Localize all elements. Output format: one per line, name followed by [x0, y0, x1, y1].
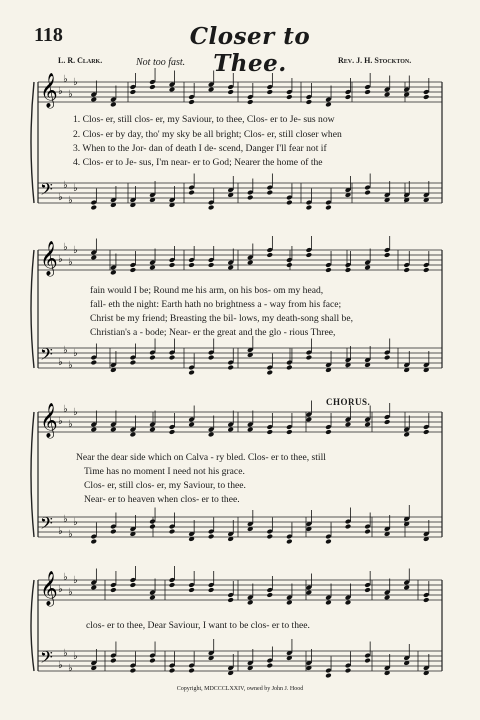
brace	[31, 412, 34, 537]
note-head	[90, 205, 97, 211]
note-head	[188, 99, 195, 105]
flat-sign: ♭	[68, 587, 73, 598]
note-head	[345, 524, 352, 530]
note-head	[227, 265, 234, 271]
lyric-line: Near- er to heaven when clos- er to thee.	[84, 494, 240, 505]
note-head	[266, 370, 273, 376]
note-head	[90, 427, 97, 433]
note-head	[188, 190, 195, 196]
flat-sign: ♭	[68, 195, 73, 206]
note-head	[188, 370, 195, 376]
note-head	[266, 534, 273, 540]
note-head	[149, 658, 156, 664]
bass-clef: 𝄢	[40, 179, 53, 203]
flat-sign: ♭	[73, 183, 78, 194]
note-head	[345, 600, 352, 606]
note-head	[110, 587, 117, 593]
flat-sign: ♭	[63, 648, 68, 659]
note-head	[130, 582, 137, 588]
note-head	[188, 668, 195, 674]
note-head	[149, 355, 156, 361]
lyric-line: 4. Clos- er to Je- sus, I'm near- er to God; Nearer the home of the	[73, 157, 323, 168]
page-number: 118	[34, 24, 63, 46]
note-head	[306, 417, 313, 423]
author-credit: Rev. J. H. Stockton.	[338, 56, 412, 65]
note-head	[384, 355, 391, 361]
flat-sign: ♭	[68, 89, 73, 100]
note-head	[384, 92, 391, 98]
note-head	[227, 597, 234, 603]
flat-sign: ♭	[58, 660, 63, 671]
note-head	[286, 94, 293, 100]
flat-sign: ♭	[73, 245, 78, 256]
treble-clef: 𝄞	[40, 73, 58, 108]
note-head	[110, 270, 117, 276]
note-head	[325, 267, 332, 273]
treble-clef: 𝄞	[40, 571, 58, 606]
note-head	[403, 267, 410, 273]
note-head	[227, 365, 234, 371]
hymn-title: Closer to Thee.	[189, 23, 311, 77]
note-head	[247, 99, 254, 105]
note-head	[247, 260, 254, 266]
flat-sign: ♭	[58, 416, 63, 427]
bass-clef: 𝄢	[40, 344, 53, 368]
flat-sign: ♭	[63, 180, 68, 191]
note-head	[247, 600, 254, 606]
note-head	[364, 422, 371, 428]
bass-clef: 𝄢	[40, 647, 53, 671]
note-head	[208, 205, 215, 211]
note-head	[364, 529, 371, 535]
note-head	[247, 427, 254, 433]
note-head	[169, 529, 176, 535]
note-head	[149, 265, 156, 271]
note-head	[110, 529, 117, 535]
note-head	[403, 92, 410, 98]
brace	[31, 580, 34, 671]
lyric-line: Christian's a - bode; Near- er the great and the glo - rious Three,	[90, 327, 336, 338]
lyric-line: fain would I be; Round me his arm, on his bos- om my head,	[90, 285, 324, 296]
brace	[31, 82, 34, 203]
note-head	[90, 585, 97, 591]
note-head	[423, 597, 430, 603]
note-head	[364, 190, 371, 196]
note-head	[325, 673, 332, 679]
note-head	[325, 600, 332, 606]
note-head	[90, 97, 97, 103]
flat-sign: ♭	[73, 651, 78, 662]
note-head	[266, 663, 273, 669]
note-head	[169, 87, 176, 93]
note-head	[188, 262, 195, 268]
note-head	[169, 355, 176, 361]
note-head	[208, 432, 215, 438]
note-head	[266, 252, 273, 258]
note-head	[423, 267, 430, 273]
lyric-line: Near the dear side which on Calva - ry bled. Clos- er to thee, still	[76, 452, 326, 463]
note-head	[306, 355, 313, 361]
note-head	[286, 429, 293, 435]
note-head	[130, 360, 137, 366]
note-head	[266, 592, 273, 598]
lyric-line: 3. When to the Jor- dan of death I de- scend, Danger I'll fear not if	[73, 143, 327, 154]
note-head	[286, 539, 293, 545]
note-head	[90, 255, 97, 261]
note-head	[149, 427, 156, 433]
flat-sign: ♭	[73, 77, 78, 88]
flat-sign: ♭	[68, 257, 73, 268]
note-head	[208, 534, 215, 540]
note-head	[266, 89, 273, 95]
note-head	[384, 595, 391, 601]
note-head	[364, 89, 371, 95]
note-head	[325, 539, 332, 545]
note-head	[345, 94, 352, 100]
flat-sign: ♭	[73, 575, 78, 586]
note-head	[169, 668, 176, 674]
lyric-line: 1. Clos- er, still clos- er, my Saviour, to thee, Clos- er to Je- sus now	[73, 114, 335, 125]
note-head	[266, 190, 273, 196]
note-head	[345, 422, 352, 428]
note-head	[364, 587, 371, 593]
lyric-line: Clos- er, still clos- er, my Saviour, to thee.	[84, 480, 246, 491]
note-head	[149, 595, 156, 601]
copyright-notice: Copyright, MDCCCLXXIV, owned by John J. Hood	[176, 686, 304, 692]
lyric-line: fall- eth the night: Earth hath no brightness a - way from his face;	[90, 299, 342, 310]
note-head	[130, 432, 137, 438]
note-head	[169, 582, 176, 588]
note-head	[169, 429, 176, 435]
note-head	[345, 668, 352, 674]
note-head	[110, 102, 117, 108]
flat-sign: ♭	[68, 360, 73, 371]
note-head	[208, 355, 215, 361]
note-head	[423, 429, 430, 435]
flat-sign: ♭	[63, 514, 68, 525]
note-head	[149, 524, 156, 530]
note-head	[286, 200, 293, 206]
tempo-marking: Not too fast.	[136, 57, 186, 68]
note-head	[306, 252, 313, 258]
note-head	[149, 84, 156, 90]
note-head	[306, 99, 313, 105]
flat-sign: ♭	[63, 74, 68, 85]
flat-sign: ♭	[63, 345, 68, 356]
note-head	[110, 427, 117, 433]
note-head	[188, 422, 195, 428]
note-head	[325, 429, 332, 435]
note-head	[208, 262, 215, 268]
note-head	[306, 590, 313, 596]
note-head	[286, 365, 293, 371]
note-head	[169, 262, 176, 268]
lyric-line: Time has no moment I need not his grace.	[84, 466, 245, 477]
note-head	[208, 87, 215, 93]
flat-sign: ♭	[58, 584, 63, 595]
flat-sign: ♭	[58, 192, 63, 203]
flat-sign: ♭	[68, 529, 73, 540]
flat-sign: ♭	[68, 663, 73, 674]
note-head	[364, 265, 371, 271]
treble-clef: 𝄞	[40, 241, 58, 276]
note-head	[423, 94, 430, 100]
note-head	[403, 432, 410, 438]
note-head	[227, 89, 234, 95]
note-head	[130, 89, 137, 95]
brace	[31, 250, 34, 368]
lyric-line: 2. Clos- er by day, tho' my sky be all bright; Clos- er, still closer when	[73, 129, 342, 140]
lyric-line: clos- er to thee, Dear Saviour, I want to be clos- er to thee.	[86, 620, 310, 631]
chorus-label: CHORUS.	[326, 397, 371, 407]
bass-clef: 𝄢	[40, 513, 53, 537]
flat-sign: ♭	[58, 254, 63, 265]
flat-sign: ♭	[73, 517, 78, 528]
note-head	[90, 360, 97, 366]
flat-sign: ♭	[73, 348, 78, 359]
note-head	[384, 419, 391, 425]
flat-sign: ♭	[63, 572, 68, 583]
note-head	[130, 267, 137, 273]
note-head	[227, 427, 234, 433]
flat-sign: ♭	[63, 404, 68, 415]
note-head	[208, 587, 215, 593]
note-head	[286, 262, 293, 268]
note-head	[90, 539, 97, 545]
flat-sign: ♭	[58, 357, 63, 368]
note-head	[247, 195, 254, 201]
flat-sign: ♭	[58, 86, 63, 97]
note-head	[266, 429, 273, 435]
note-head	[325, 205, 332, 211]
note-head	[110, 658, 117, 664]
flat-sign: ♭	[68, 419, 73, 430]
note-head	[403, 585, 410, 591]
note-head	[306, 205, 313, 211]
note-head	[325, 102, 332, 108]
composer-credit: L. R. Clark.	[58, 56, 103, 65]
note-head	[130, 668, 137, 674]
flat-sign: ♭	[73, 407, 78, 418]
lyric-line: Christ be my friend; Breasting the bil- lows, my death-song shall be,	[90, 313, 353, 324]
note-head	[384, 252, 391, 258]
note-head	[188, 587, 195, 593]
treble-clef: 𝄞	[40, 403, 58, 438]
note-head	[364, 658, 371, 664]
flat-sign: ♭	[58, 526, 63, 537]
note-head	[286, 600, 293, 606]
note-head	[345, 267, 352, 273]
flat-sign: ♭	[63, 242, 68, 253]
